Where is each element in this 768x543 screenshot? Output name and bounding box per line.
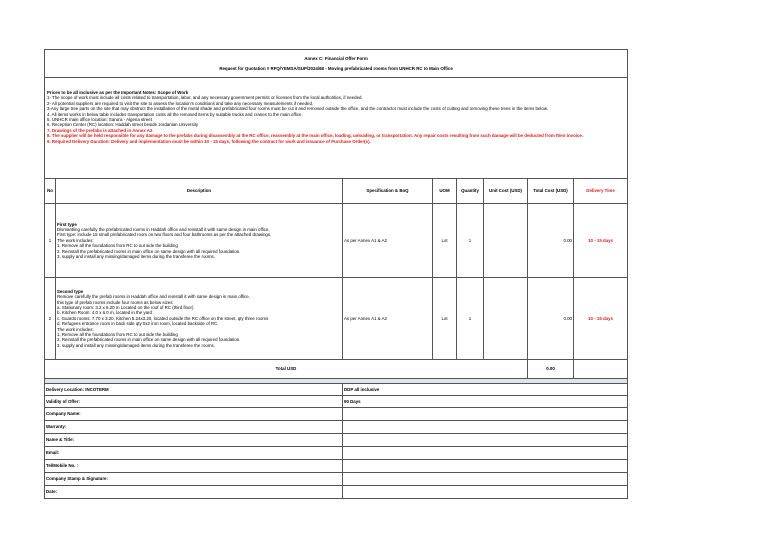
item-delivery: 10 - 15 days (574, 278, 628, 360)
footer-label: Date: (45, 486, 343, 499)
note-line: 4. All items works in below table includes transportation costs all the removed items by suitable trucks and cranes to the main office. (47, 111, 303, 117)
footer-label: Tel/Mobile No. : (45, 460, 343, 473)
item-spec: As per Annex A1 & A2 (343, 278, 433, 360)
col-unit-cost: Unit Cost (USD) (484, 179, 528, 204)
rfq-title: Request for Quotation # RFQ/YEMSA/SUP/2024/68 - Moving prefabricated rooms from UNHCR RC to Main Office (219, 66, 453, 71)
footer-value[interactable] (343, 460, 628, 473)
footer-value[interactable]: DDP all inclusive (343, 384, 628, 396)
item-description (56, 278, 343, 360)
item-line: 2. Reinstall the prefabricated rooms in main office on same design with all required foundation. (57, 248, 241, 254)
note-line: 3-Any large tree parts on the site that may obstruct the installation of the metal shade and prefabricated four rooms must be cut it and removed outside the office, and the contractor must include the costs of cutting and removing these trees in the items below. (47, 106, 548, 112)
financial-offer-sheet (44, 49, 627, 499)
total-empty-cell (574, 360, 628, 379)
note-line: 1- The scope of work must include all costs related to transportation, labor, and any necessary government permits or licenses from the local authorities, if needed. (47, 95, 363, 101)
footer-label: Company Stamp & Signature: (45, 473, 343, 486)
footer-label: Validity of Offer: (45, 396, 343, 408)
item-line: 2. Reinstall the prefabricated rooms in main office on same design with all required foundation. (57, 337, 241, 343)
item-uom: Lot (433, 278, 457, 360)
footer-row (45, 434, 628, 447)
note-line: 6. Reception Center (RC) location: Haddah street beside Jordanian University (47, 122, 199, 128)
col-description: Description (56, 179, 343, 204)
item-uom: Lot (433, 204, 457, 278)
item-line: this type of prefab rooms include four rooms as below sizes: (57, 299, 174, 305)
footer-value[interactable] (343, 473, 628, 486)
footer-label: Email: (45, 447, 343, 460)
footer-row (45, 421, 628, 434)
item-line: 3. supply and install any missing/damaged items during the transferee the rooms. (57, 342, 215, 348)
footer-value[interactable] (343, 434, 628, 447)
footer-label: Name & Title: (45, 434, 343, 447)
footer-value[interactable] (343, 447, 628, 460)
col-quantity: Quantity (457, 179, 484, 204)
notes-section (45, 78, 628, 179)
item-line: b. Kitchen Room: 4.0 x 6.0 m, located in the yard (57, 310, 152, 316)
col-spec: Specification & BoQ (343, 179, 433, 204)
item-total-cost: 0.00 (528, 278, 574, 360)
item-total-cost: 0.00 (528, 204, 574, 278)
total-row (45, 360, 628, 379)
item-line: The work includes: (57, 237, 94, 243)
item-line: First type: include 15 small prefabricated room on two floors and four bathrooms as per the attached drawings. (57, 232, 272, 238)
item-title: First type (57, 221, 77, 227)
note-line-red: 8. The supplier will be held responsible for any damage to the prefabs during disassembly at the RC office, reassembly at the main office, loading, unloading, or transportation. Any repair costs resulting from such damage will be deducted from their invoice. (47, 133, 584, 139)
item-line: d. Refugees entrance room in back side qty 0x2 iron room, located backside of RC. (57, 321, 219, 327)
note-line-red: 9. Required Delivery Duration: Delivery and implementation must be within 10 - 15 days, following the contract for work and issuance of Purchase Order(s). (47, 138, 371, 144)
item-description (56, 204, 343, 278)
item-spec: As per Annex A1 & A2 (343, 204, 433, 278)
col-delivery: Delivery Time (574, 179, 628, 204)
footer-row (45, 408, 628, 421)
col-uom: UOM (433, 179, 457, 204)
table-row (45, 278, 628, 360)
notes-heading: Prices to be all inclusive as per the Important Notes: Scope of Work (47, 90, 189, 95)
note-line-red: 7. Drawings of the prefabs is attached in Annex A2 (47, 127, 153, 133)
col-total-cost: Total Cost (USD) (528, 179, 574, 204)
offer-table (44, 49, 628, 499)
item-line: Dismantling carefully the prefabricated rooms in Haddah office and reinstall it with same design in main office, (57, 226, 270, 232)
footer-value[interactable] (343, 486, 628, 499)
footer-label: Company Name: (45, 408, 343, 421)
note-line: 2- All potential suppliers are required to visit the site to assess the location's conditions and take any necessary measurements if needed. (47, 100, 314, 106)
total-label: Total USD (45, 360, 528, 379)
col-no: No (45, 179, 56, 204)
footer-row (45, 473, 628, 486)
footer-value[interactable]: 90 Days (343, 396, 628, 408)
item-delivery: 10 - 15 days (574, 204, 628, 278)
item-title: Second type (57, 288, 84, 294)
note-line: 5. UNHCR main office location: Sana'a - Algeria street (47, 117, 152, 123)
column-header-row (45, 179, 628, 204)
footer-value[interactable] (343, 421, 628, 434)
item-line: a. Stationary room: 3.2 x 6.20 m Located on the roof of RC (third floor) (57, 304, 194, 310)
footer-row (45, 486, 628, 499)
item-quantity[interactable]: 1 (457, 278, 484, 360)
offer-header (45, 50, 628, 78)
footer-row (45, 447, 628, 460)
item-no: 2 (45, 278, 56, 360)
footer-row (45, 396, 628, 408)
item-line: 3. supply and install any missing/damaged items during the transferee the rooms. (57, 254, 215, 260)
item-line: c. Guards rooms: 7.70 x 3.20, Kitchen 5.24x3.20, located outside the RC office on the street, qty three rooms (57, 315, 269, 321)
footer-label: Warranty: (45, 421, 343, 434)
footer-row (45, 384, 628, 396)
total-value: 0.00 (528, 360, 574, 379)
item-line: The work includes: (57, 326, 94, 332)
footer-row (45, 460, 628, 473)
footer-value[interactable] (343, 408, 628, 421)
annex-title: Annex C: Financial Offer Form (304, 55, 368, 61)
item-unit-cost[interactable] (484, 204, 528, 278)
item-line: Remove carefully the prefab rooms in Haddah office and reinstall it with same design in main office, (57, 294, 250, 300)
footer-label: Delivery Location: INCOTERM (45, 384, 343, 396)
item-line: 1. Remove all the foundations from RC to out side the building (57, 332, 178, 338)
item-line: 1. Remove all the foundations from RC to out side the building (57, 243, 178, 249)
item-quantity[interactable]: 1 (457, 204, 484, 278)
item-no: 1 (45, 204, 56, 278)
item-unit-cost[interactable] (484, 278, 528, 360)
table-row (45, 204, 628, 278)
